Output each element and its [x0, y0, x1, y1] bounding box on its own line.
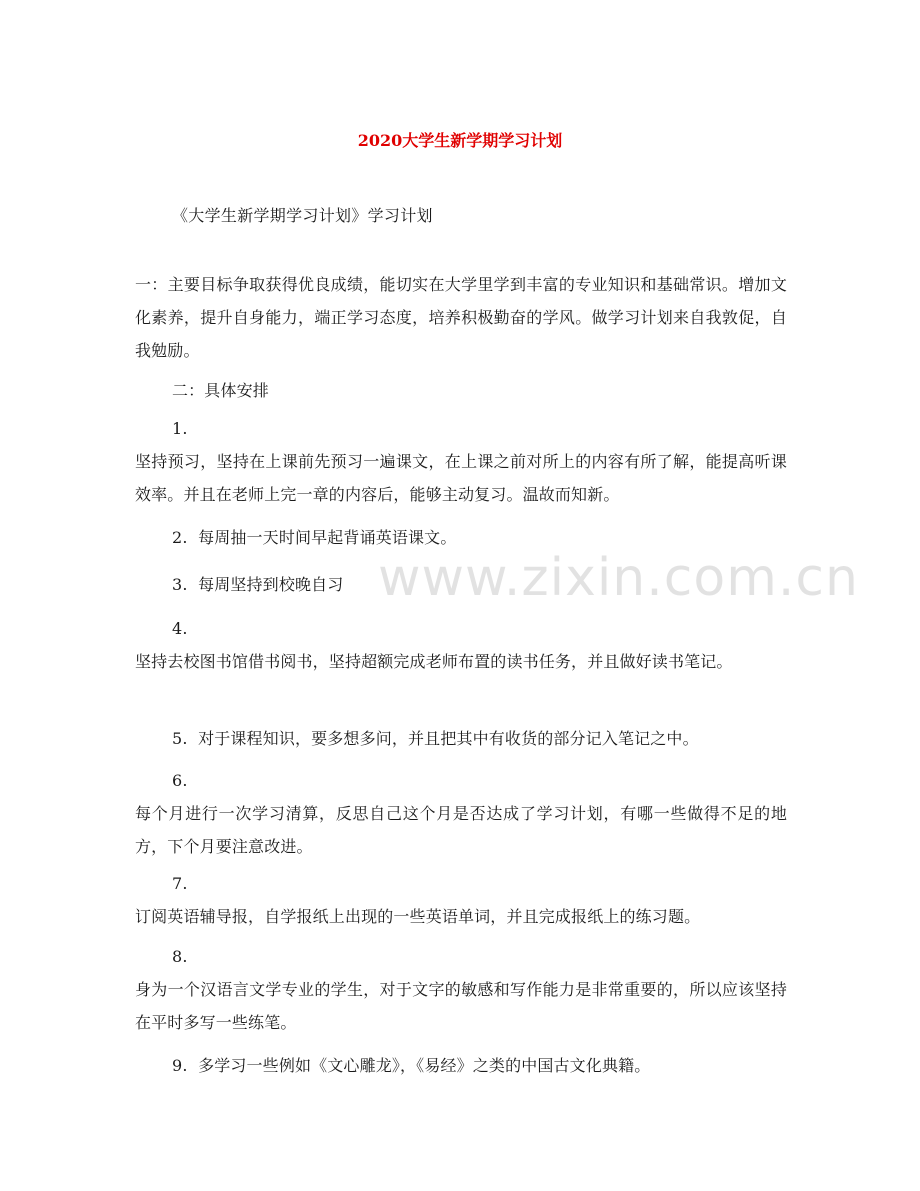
list-item-text: 多学习一些例如《文心雕龙》，《易经》之类的中国古文化典籍。 — [198, 1056, 651, 1075]
list-item-number: 4. — [172, 619, 188, 638]
watermark: www.zixin.com.cn — [378, 548, 859, 608]
list-item-number: 5. — [172, 729, 188, 748]
list-item-text: 坚持去校图书馆借书阅书，坚持超额完成老师布置的读书任务，并且做好读书笔记。 — [135, 652, 733, 671]
list-item-number: 9. — [172, 1056, 188, 1075]
list-item — [172, 1049, 650, 1082]
list-item-text: 坚持预习，坚持在上课前先预习一遍课文，在上课之前对所上的内容有所了解，能提高听课效率。并且在老师上完一章的内容后，能够主动复习。温故而知新。 — [135, 452, 787, 504]
list-item-number: 8. — [172, 947, 188, 966]
list-item — [172, 521, 456, 554]
list-item-text: 每个月进行一次学习清算，反思自己这个月是否达成了学习计划，有哪一些做得不足的地方，下个月要注意改进。 — [135, 804, 787, 856]
list-item-number: 1. — [172, 419, 188, 438]
section-heading: 二：具体安排 — [172, 381, 269, 400]
list-item-number: 2. — [172, 528, 188, 547]
list-item-text: 身为一个汉语言文学专业的学生，对于文字的敏感和写作能力是非常重要的，所以应该坚持在平时多写一些练笔。 — [135, 980, 787, 1032]
document-title: 2020大学生新学期学习计划 — [357, 131, 563, 150]
list-item — [172, 568, 343, 601]
list-item-number: 3. — [172, 575, 188, 594]
list-item-number: 6. — [172, 771, 188, 790]
list-item — [172, 722, 699, 755]
list-item-text: 每周坚持到校晚自习 — [198, 575, 344, 594]
intro-paragraph: 一：主要目标争取获得优良成绩，能切实在大学里学到丰富的专业知识和基础常识。增加文化素养，提升自身能力，端正学习态度，培养积极勤奋的学风。做学习计划来自我敦促，自我勉励。 — [135, 275, 787, 360]
list-item-text: 订阅英语辅导报，自学报纸上出现的一些英语单词，并且完成报纸上的练习题。 — [135, 907, 701, 926]
list-item-text: 对于课程知识，要多想多问，并且把其中有收货的部分记入笔记之中。 — [198, 729, 699, 748]
list-item-text: 每周抽一天时间早起背诵英语课文。 — [198, 528, 457, 547]
list-item-number: 7. — [172, 874, 188, 893]
document-subtitle: 《大学生新学期学习计划》学习计划 — [172, 206, 433, 225]
